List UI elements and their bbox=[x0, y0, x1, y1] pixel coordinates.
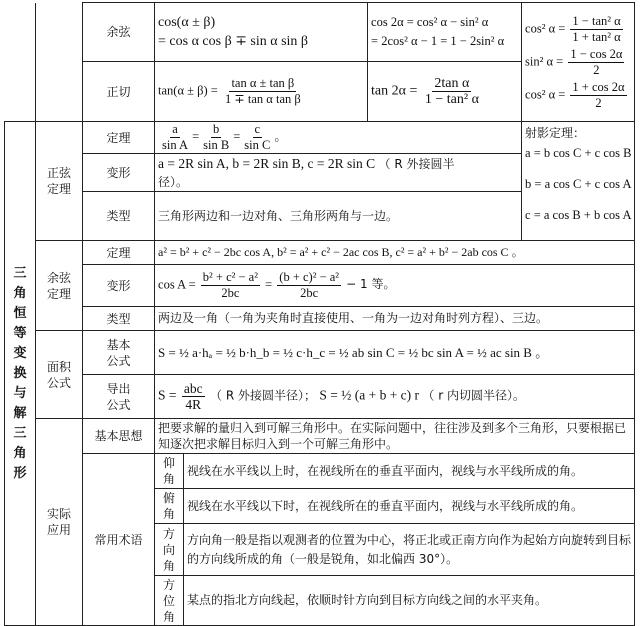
tangent-double-num: 2tan α bbox=[434, 76, 470, 91]
term-definition: 视线在水平线以下时，在视线所在的垂直平面内，视线与水平线所成的角。 bbox=[184, 489, 635, 524]
term-char: 向 bbox=[163, 542, 176, 557]
section-title-char: 与 bbox=[13, 385, 27, 401]
frac-num: abc bbox=[183, 381, 203, 396]
projection-line2: b = a cos C + c cos A bbox=[525, 177, 632, 191]
area-derived-lhs: S = bbox=[158, 387, 177, 403]
frac-den: 4R bbox=[185, 397, 202, 412]
frac-den: sin B bbox=[203, 138, 230, 152]
formula-table-container bbox=[4, 2, 634, 624]
cosine-double-line2: = 2cos² α − 1 = 1 − 2sin² α bbox=[371, 34, 505, 48]
term-char: 角 bbox=[163, 558, 176, 573]
cos2-num: 1 − tan² α bbox=[572, 13, 621, 28]
cos2-lhs: cos² α = bbox=[525, 20, 566, 35]
term-char: 位 bbox=[163, 593, 176, 608]
cos2b-fraction bbox=[570, 80, 626, 111]
period: 。 bbox=[274, 129, 287, 144]
section-title-char: 三 bbox=[13, 265, 27, 281]
label-line: 应用 bbox=[46, 523, 71, 537]
section-title-char: 三 bbox=[13, 425, 27, 441]
sin2-num: 1 − cos 2α bbox=[570, 46, 623, 61]
area-derived-fraction bbox=[182, 381, 205, 412]
term-name bbox=[155, 576, 184, 626]
cosine-law-group-label bbox=[36, 241, 83, 331]
cosine-sum-line1: cos(α ± β) bbox=[158, 15, 216, 30]
label-line: 实际 bbox=[46, 507, 71, 521]
tangent-label: 正切 bbox=[83, 62, 155, 122]
frac-num: a bbox=[172, 122, 178, 136]
cosine-double-formula bbox=[368, 3, 522, 62]
label-line: 余弦 bbox=[46, 270, 71, 285]
area-basic-label bbox=[83, 331, 155, 375]
sine-frac-a bbox=[160, 122, 190, 153]
tangent-double-fraction bbox=[423, 76, 481, 107]
cos2-double-formula bbox=[525, 80, 631, 111]
tangent-sum-num: tan α ± tan β bbox=[231, 76, 295, 90]
cosine-double-line1: cos 2α = cos² α − sin² α bbox=[371, 15, 489, 29]
cosine-theorem-label: 定理 bbox=[83, 241, 155, 265]
section-title-vertical bbox=[5, 122, 36, 626]
cos2b-lhs: cos² α = bbox=[525, 86, 566, 101]
section-title-char: 恒 bbox=[13, 305, 27, 321]
label-line: 面积 bbox=[46, 359, 71, 374]
term-char: 角 bbox=[163, 472, 176, 486]
application-terms-label: 常用术语 bbox=[83, 454, 155, 626]
section-title-char: 变 bbox=[13, 345, 27, 361]
area-derived-row bbox=[5, 375, 635, 419]
term-name bbox=[155, 454, 184, 489]
area-basic-formula: S = ½ a·hₐ = ½ b·h_b = ½ c·h_c = ½ ab sin C = ½ bc sin A = ½ ac sin B 。 bbox=[155, 331, 635, 375]
cosine-law-type-row bbox=[5, 307, 635, 331]
term-definition: 某点的指北方向线起，依顺时针方向到目标方向线之间的水平夹角。 bbox=[184, 576, 635, 626]
section-title-char: 角 bbox=[13, 285, 27, 301]
cosine-type-label: 类型 bbox=[83, 307, 155, 331]
area-derived-note1: （ R 外接圆半径）； bbox=[210, 388, 316, 403]
frac-den: 2bc bbox=[221, 286, 240, 300]
cosine-variant-lhs: cos A = bbox=[158, 277, 196, 292]
formula-table bbox=[4, 2, 635, 626]
term-definition: 视线在水平线以上时，在视线所在的垂直平面内，视线与水平线所成的角。 bbox=[184, 454, 635, 489]
frac-num: b bbox=[213, 122, 220, 136]
sine-frac-c bbox=[242, 122, 272, 153]
application-idea-row bbox=[5, 419, 635, 454]
cosine-law-theorem-row bbox=[5, 241, 635, 265]
cosine-law-variant-row bbox=[5, 265, 635, 307]
frac-den: sin A bbox=[162, 138, 189, 152]
cos2-fraction bbox=[570, 14, 622, 45]
sin2-lhs: sin² α = bbox=[525, 53, 564, 68]
application-idea-label: 基本思想 bbox=[83, 419, 155, 454]
tangent-double-den: 1 − tan² α bbox=[424, 92, 479, 107]
tangent-double-lhs: tan 2α = bbox=[371, 83, 418, 99]
term-char: 方 bbox=[163, 577, 176, 592]
projection-line3: c = a cos B + b cos A bbox=[525, 208, 632, 222]
area-derived-inradius: S = ½ (a + b + c) r bbox=[319, 387, 420, 403]
area-derived-label bbox=[83, 375, 155, 419]
tangent-double-formula bbox=[368, 62, 522, 122]
projection-title: 射影定理： bbox=[525, 126, 586, 140]
section-title-char: 解 bbox=[13, 405, 27, 421]
area-group-label bbox=[36, 331, 83, 419]
section-title-char: 换 bbox=[13, 365, 27, 381]
frac-den: 2bc bbox=[300, 286, 319, 300]
application-group-label bbox=[36, 419, 83, 626]
equals: = bbox=[265, 277, 273, 292]
cosine-variant-formula bbox=[155, 265, 635, 307]
top-left-empty bbox=[5, 3, 36, 122]
cosine-row bbox=[5, 3, 635, 62]
tangent-sum-lhs: tan(α ± β) = bbox=[158, 83, 218, 98]
term-char: 角 bbox=[163, 609, 176, 624]
area-basic-row bbox=[5, 331, 635, 375]
sine-variant-note: （ R 外接圆半 bbox=[378, 156, 455, 171]
term-char: 仰 bbox=[163, 456, 176, 470]
cos2b-den: 2 bbox=[595, 95, 602, 110]
frac-num: c bbox=[254, 122, 261, 136]
sine-variant-math: a = 2R sin A, b = 2R sin B, c = 2R sin C bbox=[158, 155, 376, 171]
projection-line1: a = b cos C + c cos B bbox=[525, 146, 632, 160]
term-char: 角 bbox=[163, 507, 176, 521]
section-title-char: 形 bbox=[13, 465, 27, 481]
sine-type-label: 类型 bbox=[83, 192, 155, 241]
cos2-tan-formula bbox=[525, 14, 631, 45]
sine-law-theorem-row bbox=[5, 122, 635, 154]
label-line: 定理 bbox=[46, 286, 71, 301]
term-char: 方 bbox=[163, 526, 176, 541]
sin2-formula bbox=[525, 47, 631, 78]
cos2-den: 1 + tan² α bbox=[572, 29, 621, 44]
label-line: 公式 bbox=[106, 397, 131, 412]
cosine-theorem-formula: a² = b² + c² − 2bc cos A, b² = a² + c² − 2ac cos B, c² = a² + b² − 2ab cos C 。 bbox=[155, 241, 635, 265]
power-reduction-formulas bbox=[522, 3, 635, 122]
sine-theorem-formula: $\frac{a}{\text{sin A}}$ = $\frac{b}{\text{sin B}}$ = $\frac{c}{\text{sin C}}$ 。 bbox=[155, 122, 522, 154]
section-title-char: 等 bbox=[13, 325, 27, 341]
sine-type-text: 三角形两边和一边对角、三角形两角与一边。 bbox=[155, 192, 522, 241]
cosine-variant-end: − 1 等。 bbox=[346, 277, 396, 292]
label-line: 定理 bbox=[46, 182, 71, 196]
tangent-sum-fraction bbox=[223, 76, 303, 107]
application-idea-text: 把要求解的量归入到可解三角形中。在实际问题中，往往涉及到多个三角形，只要根据已知逐次把求解目标归入到一个可解三角形中。 bbox=[155, 419, 635, 454]
cosine-variant-frac1 bbox=[201, 270, 260, 301]
sine-variant-formula bbox=[155, 154, 522, 192]
cosine-sum-formula bbox=[155, 3, 368, 62]
frac-num: b² + c² − a² bbox=[202, 270, 258, 284]
sine-variant-label: 变形 bbox=[83, 154, 155, 192]
term-row-elevation bbox=[5, 454, 635, 489]
label-line: 导出 bbox=[106, 381, 131, 396]
cosine-variant-frac2 bbox=[277, 270, 341, 301]
label-line: 正弦 bbox=[46, 166, 71, 180]
tangent-sum-formula bbox=[155, 62, 368, 122]
section-title-char: 角 bbox=[13, 445, 27, 461]
term-name bbox=[155, 524, 184, 576]
sin2-den: 2 bbox=[593, 62, 600, 77]
label-line: 基本 bbox=[106, 337, 131, 352]
cosine-type-text: 两边及一角（一角为夹角时直接使用、一角为一边对角时列方程）、三边。 bbox=[155, 307, 635, 331]
sin2-fraction bbox=[568, 47, 624, 78]
label-line: 公式 bbox=[46, 375, 71, 390]
frac-num: (b + c)² − a² bbox=[279, 270, 340, 284]
tangent-sum-den: 1 ∓ tan α tan β bbox=[224, 92, 301, 106]
sine-law-group-label bbox=[36, 122, 83, 241]
sine-frac-b bbox=[201, 122, 231, 153]
cos2b-num: 1 + cos 2α bbox=[572, 79, 625, 94]
top-left-empty-2 bbox=[36, 3, 83, 122]
label-line: 公式 bbox=[106, 353, 131, 368]
cosine-sum-line2: = cos α cos β ∓ sin α sin β bbox=[158, 34, 309, 49]
projection-theorem bbox=[522, 122, 635, 241]
frac-den: sin C bbox=[244, 138, 271, 152]
sine-theorem-label: 定理 bbox=[83, 122, 155, 154]
term-name bbox=[155, 489, 184, 524]
area-derived-note2: （ r 内切圆半径）。 bbox=[422, 388, 525, 403]
term-definition: 方向角一般是指以观测者的位置为中心，将正北或正南方向作为起始方向旋转到目标的方向线所成的角（一般是锐角，如北偏西 30°）。 bbox=[184, 524, 635, 576]
sine-variant-note-2: 径）。 bbox=[158, 174, 189, 189]
area-derived-formula bbox=[155, 375, 635, 419]
term-char: 俯 bbox=[163, 491, 176, 505]
cosine-variant-label: 变形 bbox=[83, 265, 155, 307]
cosine-label: 余弦 bbox=[83, 3, 155, 62]
